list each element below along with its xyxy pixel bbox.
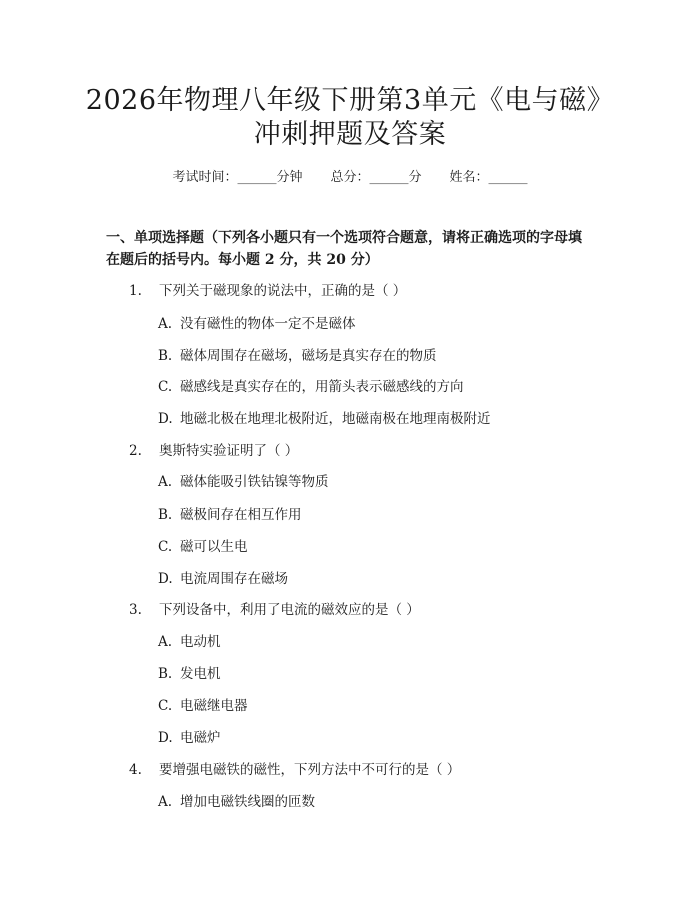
option-text: 磁可以生电 xyxy=(180,539,248,555)
question-number: 3. xyxy=(129,602,142,618)
option xyxy=(158,410,491,428)
option-letter: D. xyxy=(158,730,173,746)
option xyxy=(158,473,329,491)
student-name-field: 姓名：______ xyxy=(449,170,528,185)
option-letter: B. xyxy=(158,348,173,364)
option xyxy=(158,697,248,715)
option-text: 磁极间存在相互作用 xyxy=(180,507,302,523)
option-text: 电磁继电器 xyxy=(180,698,248,714)
question-text: 下列关于磁现象的说法中，正确的是（ ） xyxy=(159,283,407,299)
option xyxy=(158,378,464,396)
question-number: 4. xyxy=(129,762,142,778)
option-letter: C. xyxy=(158,539,173,555)
option xyxy=(158,633,221,651)
question xyxy=(129,282,406,300)
option-letter: D. xyxy=(158,571,173,587)
option-letter: C. xyxy=(158,379,173,395)
question-text: 下列设备中，利用了电流的磁效应的是（ ） xyxy=(159,602,420,618)
option-text: 磁体周围存在磁场，磁场是真实存在的物质 xyxy=(180,348,437,364)
option-letter: A. xyxy=(158,316,173,332)
option-letter: B. xyxy=(158,666,173,682)
option-text: 电动机 xyxy=(180,634,221,650)
option-letter: B. xyxy=(158,507,173,523)
question xyxy=(129,601,420,619)
option-text: 电磁炉 xyxy=(180,730,221,746)
question xyxy=(129,761,460,779)
option-text: 磁感线是真实存在的，用箭头表示磁感线的方向 xyxy=(180,379,464,395)
question-text: 要增强电磁铁的磁性，下列方法中不可行的是（ ） xyxy=(159,762,461,778)
total-score-field: 总分：______分 xyxy=(330,170,422,185)
option-letter: A. xyxy=(158,474,173,490)
option xyxy=(158,729,221,747)
option-text: 磁体能吸引铁钴镍等物质 xyxy=(180,474,329,490)
option-text: 增加电磁铁线圈的匝数 xyxy=(180,794,315,810)
option xyxy=(158,506,302,524)
section-heading: 一、单项选择题（下列各小题只有一个选项符合题意，请将正确选项的字母填在题后的括号内。每小题 2 分，共 20 分） xyxy=(106,230,582,268)
option-text: 电流周围存在磁场 xyxy=(180,571,288,587)
option-text: 发电机 xyxy=(180,666,221,682)
option-text: 没有磁性的物体一定不是磁体 xyxy=(180,316,356,332)
option-letter: A. xyxy=(158,794,173,810)
option xyxy=(158,538,248,556)
option-text: 地磁北极在地理北极附近，地磁南极在地理南极附近 xyxy=(180,411,491,427)
document-title-line1: 2026年物理八年级下册第3单元《电与磁》 xyxy=(85,85,615,116)
option xyxy=(158,665,221,683)
option-letter: A. xyxy=(158,634,173,650)
question-text: 奥斯特实验证明了（ ） xyxy=(159,443,299,459)
question-number: 2. xyxy=(129,443,142,459)
option xyxy=(158,315,356,333)
exam-meta xyxy=(0,169,700,187)
question xyxy=(129,442,298,460)
option-letter: D. xyxy=(158,411,173,427)
option-letter: C. xyxy=(158,698,173,714)
option xyxy=(158,570,288,588)
document-title-line2: 冲刺押题及答案 xyxy=(253,119,447,150)
option xyxy=(158,347,437,365)
question-number: 1. xyxy=(129,283,142,299)
option xyxy=(158,793,315,811)
exam-time-field: 考试时间：______分钟 xyxy=(172,170,303,185)
